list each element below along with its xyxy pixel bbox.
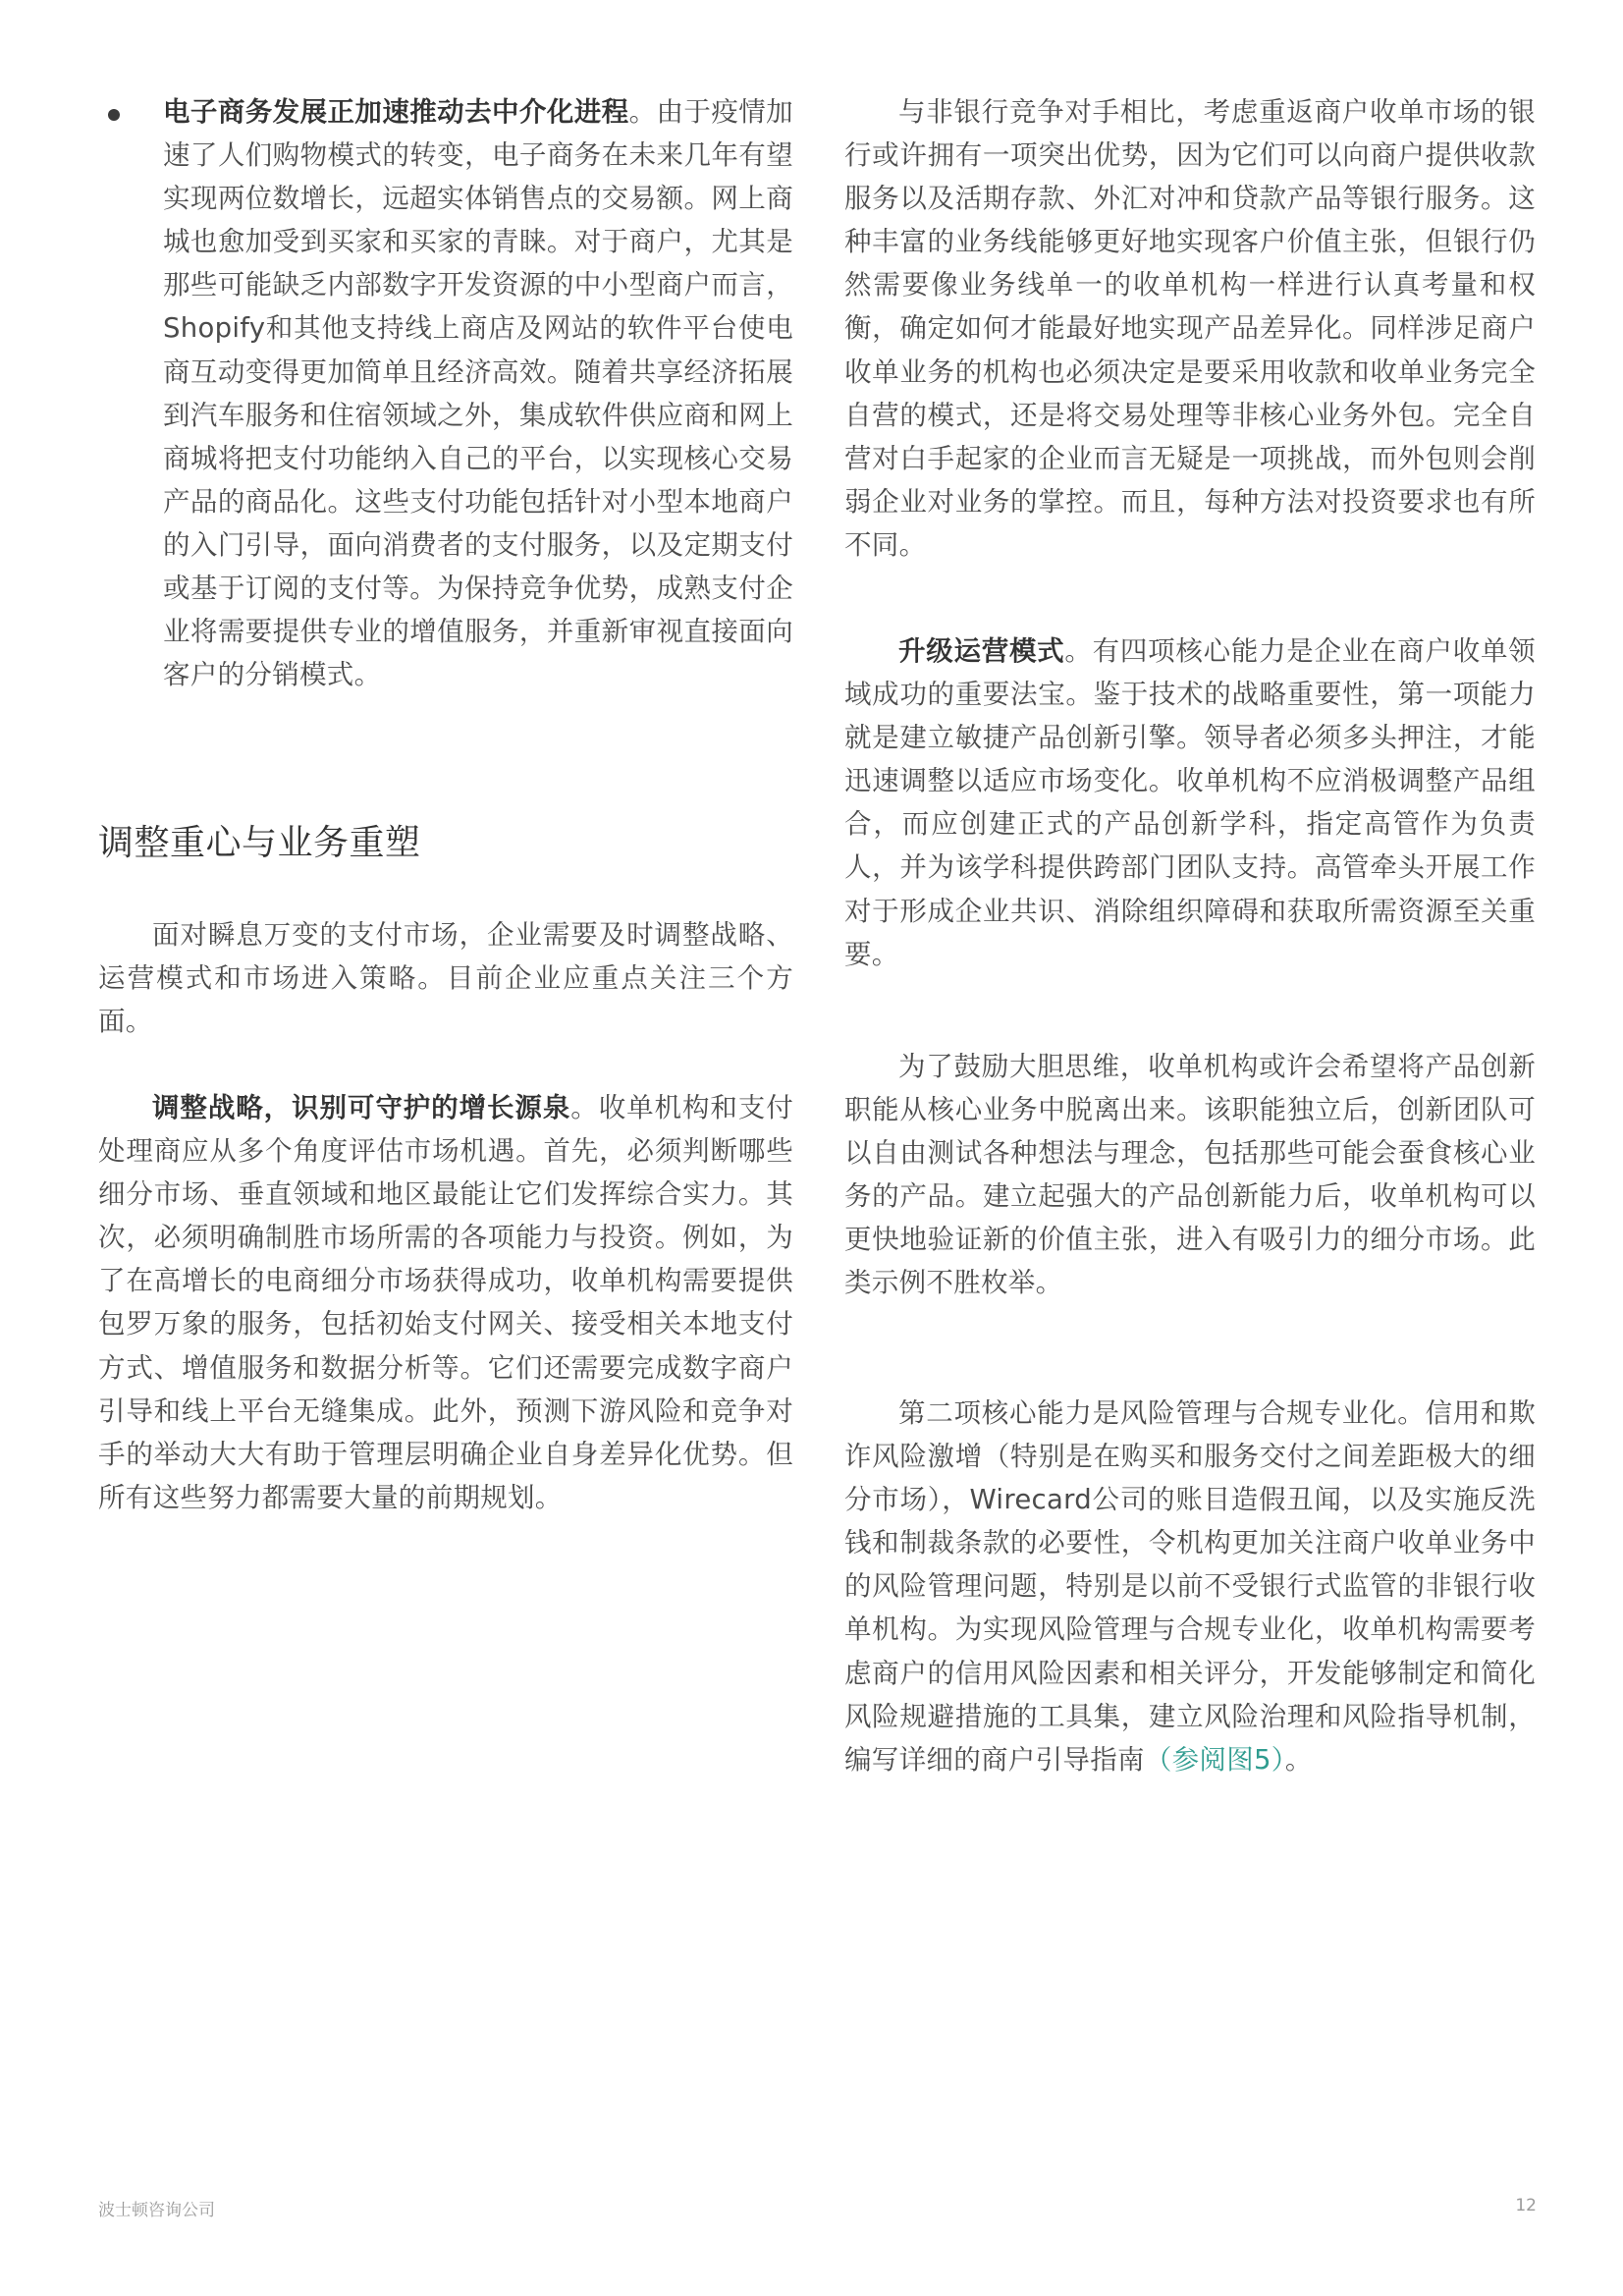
operations-paragraph [844, 629, 1536, 976]
left-strategy-block [98, 1086, 793, 1519]
operations-body: 。有四项核心能力是企业在商户收单领域成功的重要法宝。鉴于技术的战略重要性，第一项能力就是建立敏捷产品创新引擎。领导者必须多头押注，才能迅速调整以适应市场变化。收单机构不应消极调整产品组合，而应创建正式的产品创新学科，指定高管作为负责人，并为该学科提供跨部门团队支持。高管牵头开展工作对于形成企业共识、消除组织障碍和获取所需资源至关重要。 [844, 635, 1536, 970]
section-heading: 调整重心与业务重塑 [98, 823, 421, 863]
page-number: 12 [1515, 2196, 1537, 2215]
bank-advantage-paragraph: 与非银行竞争对手相比，考虑重返商户收单市场的银行或许拥有一项突出优势，因为它们可以向商户提供收款服务以及活期存款、外汇对冲和贷款产品等银行服务。这种丰富的业务线能够更好地实现客户价值主张，但银行仍然需要像业务线单一的收单机构一样进行认真考量和权衡，确定如何才能最好地实现产品差异化。同样涉足商户收单业务的机构也必须决定是要采用收款和收单业务完全自营的模式，还是将交易处理等非核心业务外包。完全自营对白手起家的企业而言无疑是一项挑战，而外包则会削弱企业对业务的掌控。而且，每种方法对投资要求也有所不同。 [844, 96, 1536, 561]
risk-end: 。 [1284, 1743, 1313, 1776]
bullet-paragraph [163, 90, 793, 696]
left-intro-block [98, 913, 793, 1043]
right-p3-block [844, 1045, 1536, 1305]
innovation-paragraph: 为了鼓励大胆思维，收单机构或许会希望将产品创新职能从核心业务中脱离出来。该职能独立后，创新团队可以自由测试各种想法与理念，包括那些可能会蚕食核心业务的产品。建立起强大的产品创新能力后，收单机构可以更快地验证新的价值主张，进入有吸引力的细分市场。此类示例不胜枚举。 [844, 1051, 1536, 1299]
strategy-paragraph [98, 1086, 793, 1519]
bullet-body: 。由于疫情加速了人们购物模式的转变，电子商务在未来几年有望实现两位数增长，远超实体销售点的交易额。网上商城也愈加受到买家和买家的青睐。对于商户，尤其是那些可能缺乏内部数字开发资源的中小型商户而言，Shopify和其他支持线上商店及网站的软件平台使电商互动变得更加简单且经济高效。随着共享经济拓展到汽车服务和住宿领域之外，集成软件供应商和网上商城将把支付功能纳入自己的平台，以实现核心交易产品的商品化。这些支付功能包括针对小型本地商户的入门引导，面向消费者的支付服务，以及定期支付或基于订阅的支付等。为保持竞争优势，成熟支付企业将需要提供专业的增值服务，并重新审视直接面向客户的分销模式。 [163, 96, 793, 691]
bullet-icon [108, 109, 120, 121]
bullet-lead: 电子商务发展正加速推动去中介化进程 [163, 96, 629, 128]
figure-5-link[interactable]: （参阅图5） [1144, 1743, 1285, 1776]
operations-lead: 升级运营模式 [898, 635, 1065, 667]
risk-paragraph [844, 1392, 1536, 1781]
strategy-lead: 调整战略，识别可守护的增长源泉 [152, 1092, 571, 1123]
right-p4-block [844, 1392, 1536, 1781]
intro-paragraph: 面对瞬息万变的支付市场，企业需要及时调整战略、运营模式和市场进入策略。目前企业应重点关注三个方面。 [98, 919, 793, 1038]
right-ops-block [844, 629, 1536, 976]
footer-company: 波士顿咨询公司 [98, 2201, 215, 2220]
right-p1-block [844, 90, 1536, 567]
strategy-body: 。收单机构和支付处理商应从多个角度评估市场机遇。首先，必须判断哪些细分市场、垂直领域和地区最能让它们发挥综合实力。其次，必须明确制胜市场所需的各项能力与投资。例如，为了在高增长的电商细分市场获得成功，收单机构需要提供包罗万象的服务，包括初始支付网关、接受相关本地支付方式、增值服务和数据分析等。它们还需要完成数字商户引导和线上平台无缝集成。此外，预测下游风险和竞争对手的举动大大有助于管理层明确企业自身差异化优势。但所有这些努力都需要大量的前期规划。 [98, 1092, 794, 1513]
risk-body: 第二项核心能力是风险管理与合规专业化。信用和欺诈风险激增（特别是在购买和服务交付之间差距极大的细分市场），Wirecard公司的账目造假丑闻，以及实施反洗钱和制裁条款的必要性，令机构更加关注商户收单业务中的风险管理问题，特别是以前不受银行式监管的非银行收单机构。为实现风险管理与合规专业化，收单机构需要考虑商户的信用风险因素和相关评分，开发能够制定和简化风险规避措施的工具集，建立风险治理和风险指导机制，编写详细的商户引导指南 [844, 1397, 1536, 1776]
